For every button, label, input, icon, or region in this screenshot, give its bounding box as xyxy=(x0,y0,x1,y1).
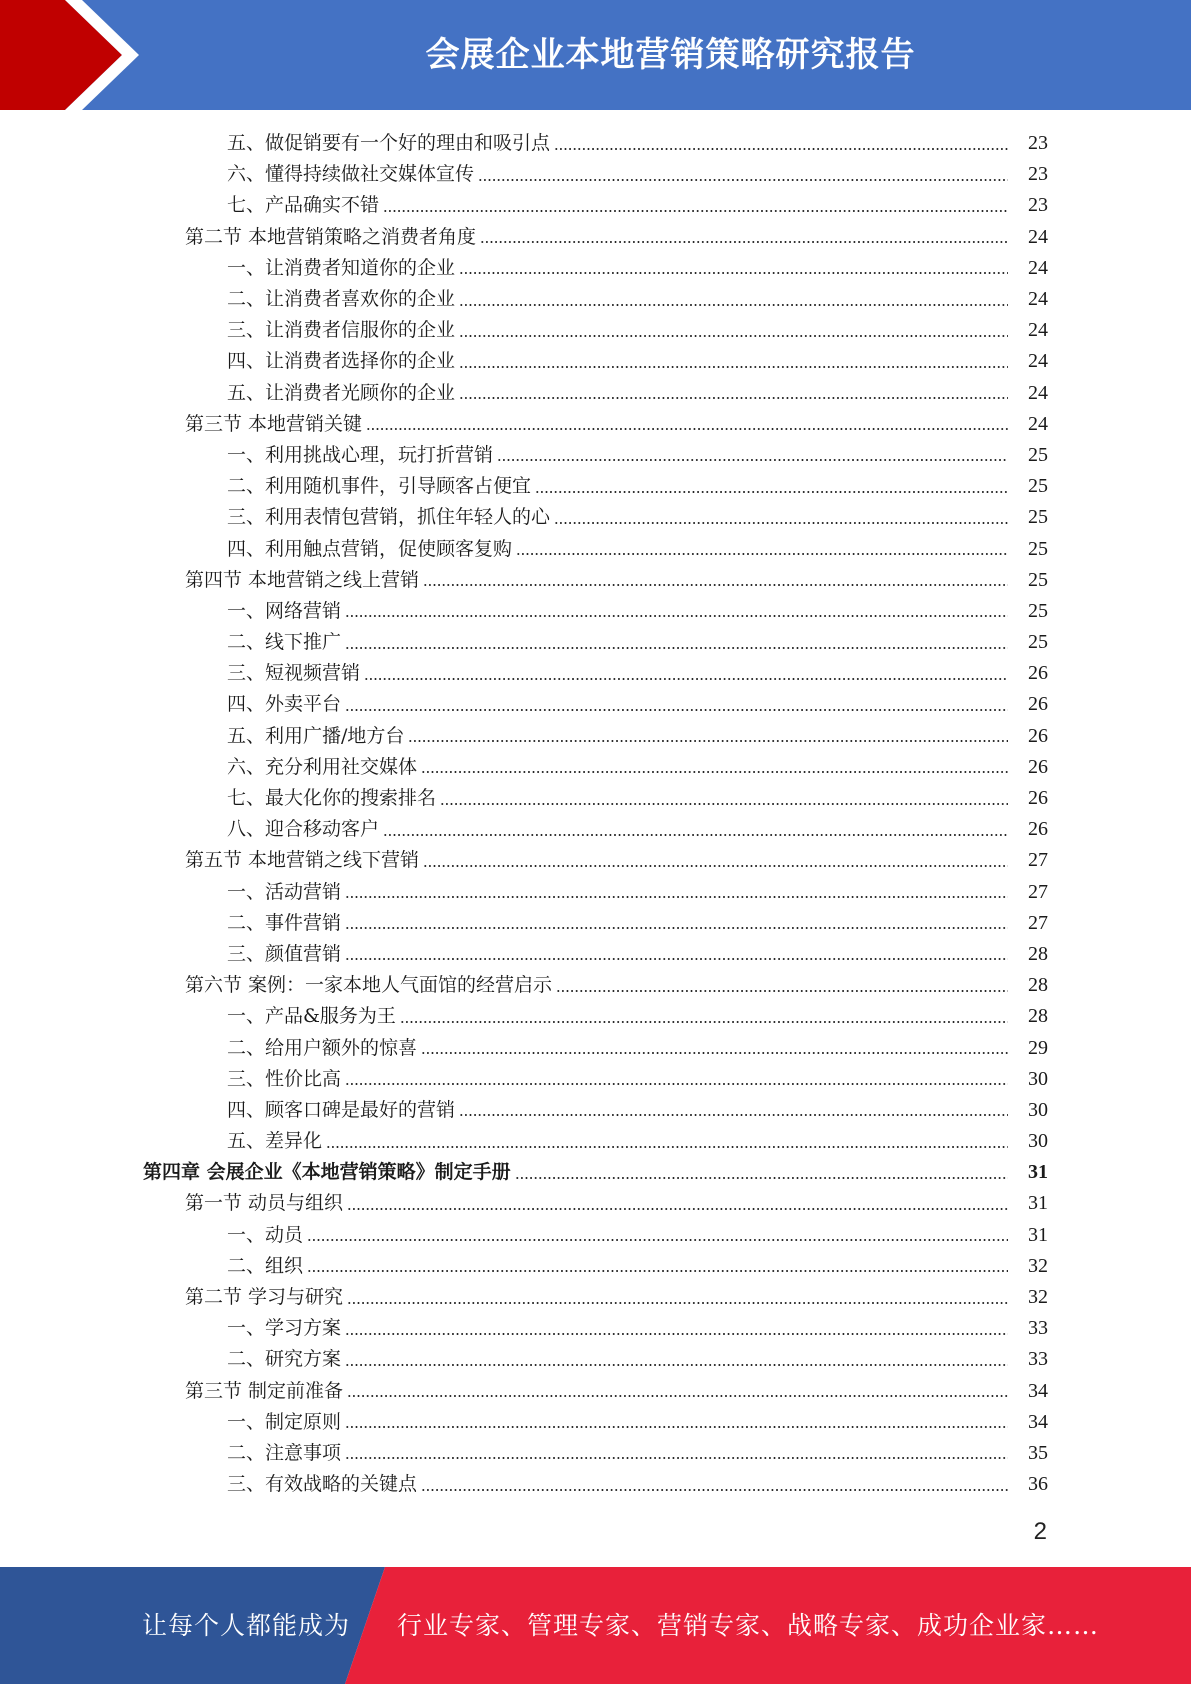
toc-subsection-entry[interactable] xyxy=(0,378,1191,409)
toc-subsection-entry[interactable] xyxy=(0,1313,1191,1344)
toc-dot-leader xyxy=(478,179,1008,181)
page-header xyxy=(0,0,1191,110)
toc-entry-page: 32 xyxy=(1028,1254,1048,1277)
toc-entry-page: 27 xyxy=(1028,880,1048,903)
toc-dot-leader xyxy=(345,958,1008,960)
toc-entry-page: 24 xyxy=(1028,225,1048,248)
toc-entry-label: 二、事件营销 xyxy=(227,911,342,934)
toc-section-entry[interactable] xyxy=(0,1188,1191,1219)
toc-entry-label: 二、研究方案 xyxy=(227,1348,342,1371)
toc-subsection-entry[interactable] xyxy=(0,1344,1191,1375)
toc-entry-page: 34 xyxy=(1028,1379,1048,1402)
toc-entry-label: 三、让消费者信服你的企业 xyxy=(227,319,456,342)
toc-entry-page: 25 xyxy=(1028,631,1048,654)
toc-subsection-entry[interactable] xyxy=(0,190,1191,221)
toc-dot-leader xyxy=(554,522,1008,524)
toc-entry-page: 30 xyxy=(1028,1098,1048,1121)
toc-dot-leader xyxy=(459,366,1008,368)
toc-dot-leader xyxy=(554,148,1008,150)
toc-section-entry[interactable] xyxy=(0,970,1191,1001)
toc-dot-leader xyxy=(516,553,1008,555)
toc-entry-page: 23 xyxy=(1028,194,1048,217)
toc-entry-label: 第三节 本地营销关键 xyxy=(185,412,363,435)
toc-subsection-entry[interactable] xyxy=(0,908,1191,939)
toc-dot-leader xyxy=(459,304,1008,306)
toc-dot-leader xyxy=(459,397,1008,399)
toc-entry-label: 三、颜值营销 xyxy=(227,942,342,965)
toc-dot-leader xyxy=(400,1021,1008,1023)
page-footer xyxy=(0,1567,1191,1684)
toc-entry-label: 六、充分利用社交媒体 xyxy=(227,755,418,778)
toc-entry-page: 28 xyxy=(1028,1005,1048,1028)
toc-entry-page: 33 xyxy=(1028,1317,1048,1340)
toc-entry-label: 四、利用触点营销，促使顾客复购 xyxy=(227,537,513,560)
toc-entry-label: 四、让消费者选择你的企业 xyxy=(227,350,456,373)
toc-entry-label: 六、懂得持续做社交媒体宣传 xyxy=(227,163,475,186)
toc-dot-leader xyxy=(345,615,1008,617)
toc-dot-leader xyxy=(497,459,1008,461)
toc-subsection-entry[interactable] xyxy=(0,596,1191,627)
toc-entry-page: 26 xyxy=(1028,755,1048,778)
toc-subsection-entry[interactable] xyxy=(0,1126,1191,1157)
toc-dot-leader xyxy=(480,241,1008,243)
toc-dot-leader xyxy=(421,1052,1008,1054)
toc-subsection-entry[interactable] xyxy=(0,877,1191,908)
toc-entry-page: 31 xyxy=(1028,1192,1048,1215)
toc-dot-leader xyxy=(307,1270,1008,1272)
toc-subsection-entry[interactable] xyxy=(0,814,1191,845)
toc-entry-label: 二、让消费者喜欢你的企业 xyxy=(227,288,456,311)
toc-entry-label: 一、制定原则 xyxy=(227,1410,342,1433)
toc-entry-page: 25 xyxy=(1028,568,1048,591)
footer-slogan-left: 让每个人都能成为 xyxy=(142,1611,351,1640)
toc-entry-label: 七、最大化你的搜索排名 xyxy=(227,787,437,810)
toc-entry-label: 五、利用广播/地方台 xyxy=(227,724,405,747)
toc-entry-page: 23 xyxy=(1028,163,1048,186)
toc-entry-page: 34 xyxy=(1028,1410,1048,1433)
toc-entry-page: 24 xyxy=(1028,381,1048,404)
toc-entry-label: 三、短视频营销 xyxy=(227,662,361,685)
toc-subsection-entry[interactable] xyxy=(0,1407,1191,1438)
toc-dot-leader xyxy=(459,335,1008,337)
toc-dot-leader xyxy=(459,1114,1008,1116)
toc-dot-leader xyxy=(345,1364,1008,1366)
toc-entry-page: 26 xyxy=(1028,693,1048,716)
toc-entry-page: 26 xyxy=(1028,662,1048,685)
toc-dot-leader xyxy=(421,1489,1008,1491)
toc-subsection-entry[interactable] xyxy=(0,1001,1191,1032)
toc-entry-label: 一、动员 xyxy=(227,1223,304,1246)
page-number: 2 xyxy=(1033,1518,1047,1545)
toc-dot-leader xyxy=(345,1083,1008,1085)
toc-dot-leader xyxy=(366,428,1008,430)
toc-subsection-entry[interactable] xyxy=(0,315,1191,346)
toc-dot-leader xyxy=(345,1333,1008,1335)
toc-entry-page: 25 xyxy=(1028,443,1048,466)
toc-entry-label: 二、组织 xyxy=(227,1254,304,1277)
toc-entry-page: 24 xyxy=(1028,350,1048,373)
toc-subsection-entry[interactable] xyxy=(0,783,1191,814)
toc-entry-label: 八、迎合移动客户 xyxy=(227,818,380,841)
toc-entry-label: 一、让消费者知道你的企业 xyxy=(227,256,456,279)
document-title: 会展企业本地营销策略研究报告 xyxy=(425,35,916,75)
chevron-red-shape xyxy=(0,0,122,110)
toc-entry-page: 26 xyxy=(1028,724,1048,747)
toc-entry-page: 33 xyxy=(1028,1348,1048,1371)
toc-entry-label: 一、利用挑战心理，玩打折营销 xyxy=(227,443,494,466)
toc-dot-leader xyxy=(345,709,1008,711)
toc-dot-leader xyxy=(421,771,1008,773)
toc-subsection-entry[interactable] xyxy=(0,721,1191,752)
toc-entry-label: 七、产品确实不错 xyxy=(227,194,380,217)
toc-entry-page: 24 xyxy=(1028,319,1048,342)
toc-subsection-entry[interactable] xyxy=(0,253,1191,284)
header-chevron-graphic xyxy=(0,0,160,110)
toc-entry-page: 24 xyxy=(1028,288,1048,311)
toc-entry-label: 五、让消费者光顾你的企业 xyxy=(227,381,456,404)
toc-entry-page: 26 xyxy=(1028,818,1048,841)
toc-entry-label: 第三节 制定前准备 xyxy=(185,1379,344,1402)
toc-entry-label: 四、外卖平台 xyxy=(227,693,342,716)
toc-section-entry[interactable] xyxy=(0,1376,1191,1407)
toc-entry-page: 30 xyxy=(1028,1067,1048,1090)
toc-subsection-entry[interactable] xyxy=(0,471,1191,502)
toc-section-entry[interactable] xyxy=(0,222,1191,253)
toc-subsection-entry[interactable] xyxy=(0,502,1191,533)
toc-entry-label: 第六节 案例：一家本地人气面馆的经营启示 xyxy=(185,974,553,997)
toc-entry-page: 23 xyxy=(1028,132,1048,155)
toc-entry-page: 32 xyxy=(1028,1286,1048,1309)
toc-entry-label: 一、活动营销 xyxy=(227,880,342,903)
toc-section-entry[interactable] xyxy=(0,845,1191,876)
toc-entry-label: 四、顾客口碑是最好的营销 xyxy=(227,1098,456,1121)
toc-subsection-entry[interactable] xyxy=(0,627,1191,658)
toc-subsection-entry[interactable] xyxy=(0,159,1191,190)
toc-dot-leader xyxy=(383,210,1008,212)
toc-entry-label: 一、产品&服务为王 xyxy=(227,1005,396,1028)
toc-subsection-entry[interactable] xyxy=(0,658,1191,689)
toc-subsection-entry[interactable] xyxy=(0,346,1191,377)
toc-dot-leader xyxy=(364,678,1008,680)
toc-entry-label: 一、学习方案 xyxy=(227,1317,342,1340)
toc-dot-leader xyxy=(345,1457,1008,1459)
toc-entry-label: 第二节 本地营销策略之消费者角度 xyxy=(185,225,477,248)
toc-subsection-entry[interactable] xyxy=(0,440,1191,471)
toc-entry-label: 一、网络营销 xyxy=(227,599,342,622)
toc-entry-page: 31 xyxy=(1028,1161,1048,1184)
toc-entry-page: 24 xyxy=(1028,412,1048,435)
toc-entry-page: 25 xyxy=(1028,537,1048,560)
toc-entry-label: 第一节 动员与组织 xyxy=(185,1192,344,1215)
toc-entry-label: 二、利用随机事件，引导顾客占便宜 xyxy=(227,475,532,498)
toc-dot-leader xyxy=(347,1208,1008,1210)
toc-entry-page: 35 xyxy=(1028,1441,1048,1464)
toc-entry-label: 第二节 学习与研究 xyxy=(185,1286,344,1309)
toc-entry-page: 31 xyxy=(1028,1223,1048,1246)
toc-entry-label: 二、注意事项 xyxy=(227,1441,342,1464)
toc-entry-page: 29 xyxy=(1028,1036,1048,1059)
toc-dot-leader xyxy=(326,1146,1008,1148)
toc-entry-page: 28 xyxy=(1028,942,1048,965)
toc-section-entry[interactable] xyxy=(0,409,1191,440)
toc-subsection-entry[interactable] xyxy=(0,1251,1191,1282)
toc-entry-page: 25 xyxy=(1028,506,1048,529)
toc-dot-leader xyxy=(535,491,1008,493)
table-of-contents xyxy=(0,128,1191,1500)
toc-dot-leader xyxy=(345,896,1008,898)
toc-entry-label: 三、有效战略的关键点 xyxy=(227,1473,418,1496)
toc-dot-leader xyxy=(423,584,1008,586)
toc-dot-leader xyxy=(515,1177,1008,1179)
toc-entry-label: 二、给用户额外的惊喜 xyxy=(227,1036,418,1059)
toc-subsection-entry[interactable] xyxy=(0,752,1191,783)
toc-entry-page: 27 xyxy=(1028,849,1048,872)
toc-section-entry[interactable] xyxy=(0,565,1191,596)
footer-slogan-right: 行业专家、管理专家、营销专家、战略专家、成功企业家…… xyxy=(397,1611,1100,1640)
toc-subsection-entry[interactable] xyxy=(0,939,1191,970)
toc-section-entry[interactable] xyxy=(0,1282,1191,1313)
toc-subsection-entry[interactable] xyxy=(0,689,1191,720)
toc-dot-leader xyxy=(440,803,1008,805)
toc-entry-label: 第五节 本地营销之线下营销 xyxy=(185,849,420,872)
toc-subsection-entry[interactable] xyxy=(0,1095,1191,1126)
toc-entry-page: 27 xyxy=(1028,911,1048,934)
toc-dot-leader xyxy=(307,1239,1008,1241)
toc-dot-leader xyxy=(556,990,1008,992)
toc-dot-leader xyxy=(347,1395,1008,1397)
toc-dot-leader xyxy=(345,927,1008,929)
toc-entry-label: 三、性价比高 xyxy=(227,1067,342,1090)
toc-dot-leader xyxy=(459,272,1008,274)
toc-subsection-entry[interactable] xyxy=(0,1220,1191,1251)
toc-chapter-entry[interactable] xyxy=(0,1157,1191,1188)
toc-entry-page: 36 xyxy=(1028,1473,1048,1496)
toc-dot-leader xyxy=(408,740,1008,742)
toc-subsection-entry[interactable] xyxy=(0,1032,1191,1063)
toc-subsection-entry[interactable] xyxy=(0,284,1191,315)
toc-subsection-entry[interactable] xyxy=(0,1064,1191,1095)
toc-entry-page: 26 xyxy=(1028,787,1048,810)
toc-entry-page: 24 xyxy=(1028,256,1048,279)
toc-dot-leader xyxy=(423,865,1008,867)
toc-entry-label: 五、做促销要有一个好的理由和吸引点 xyxy=(227,132,551,155)
toc-subsection-entry[interactable] xyxy=(0,1469,1191,1500)
toc-entry-page: 25 xyxy=(1028,599,1048,622)
toc-entry-page: 28 xyxy=(1028,974,1048,997)
toc-dot-leader xyxy=(383,834,1008,836)
toc-entry-label: 第四节 本地营销之线上营销 xyxy=(185,568,420,591)
toc-subsection-entry[interactable] xyxy=(0,533,1191,564)
toc-entry-label: 第四章 会展企业《本地营销策略》制定手册 xyxy=(143,1161,511,1184)
toc-dot-leader xyxy=(345,1426,1008,1428)
toc-entry-label: 五、差异化 xyxy=(227,1130,323,1153)
toc-dot-leader xyxy=(345,647,1008,649)
toc-subsection-entry[interactable] xyxy=(0,1438,1191,1469)
toc-subsection-entry[interactable] xyxy=(0,128,1191,159)
toc-entry-label: 二、线下推广 xyxy=(227,631,342,654)
toc-entry-label: 三、利用表情包营销，抓住年轻人的心 xyxy=(227,506,551,529)
toc-entry-page: 25 xyxy=(1028,475,1048,498)
toc-entry-page: 30 xyxy=(1028,1130,1048,1153)
toc-dot-leader xyxy=(347,1302,1008,1304)
